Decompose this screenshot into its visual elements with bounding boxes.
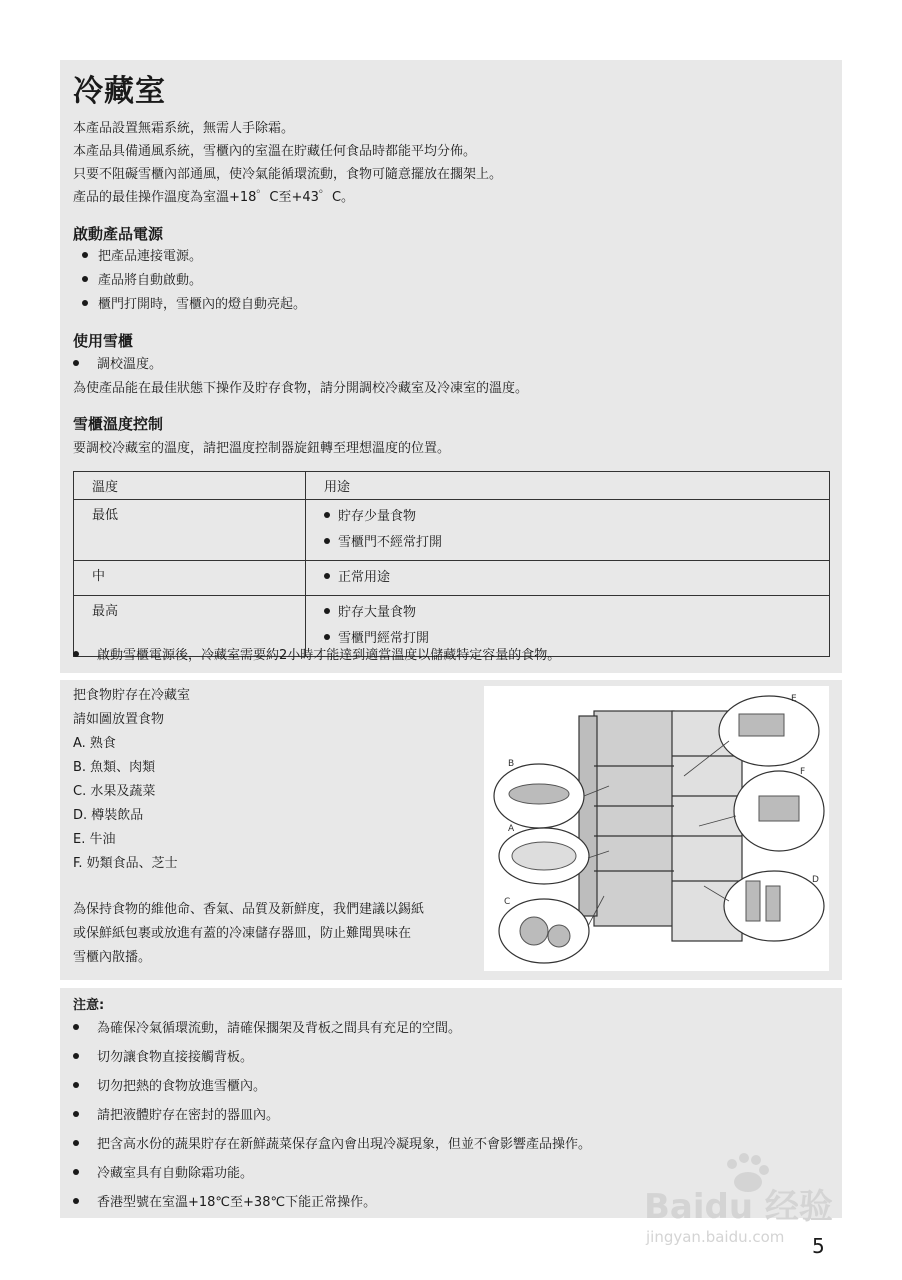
figure-label-d: D	[812, 875, 819, 885]
temperature-table	[73, 471, 830, 657]
bullet-dot	[324, 608, 330, 614]
butter-shape	[739, 714, 784, 736]
bullet-dot	[324, 634, 330, 640]
figure-label-c: C	[504, 897, 511, 907]
bullet-dot	[73, 360, 79, 366]
store-item: A. 熟食	[73, 736, 116, 751]
fruit-shape	[548, 925, 570, 947]
use-heading: 使用雪櫃	[73, 332, 134, 350]
use-item: 貯存少量食物	[324, 504, 811, 530]
bullet-dot	[324, 573, 330, 579]
watermark-brand: Baidu 经验	[644, 1187, 833, 1227]
store-title: 把食物貯存在冷藏室	[73, 688, 191, 703]
table-cell-level: 中	[74, 561, 306, 596]
after-note: 啟動雪櫃電源後，冷藏室需要約2小時才能達到適當溫度以儲藏特定容量的食物。	[73, 645, 560, 667]
bullet-dot	[73, 1024, 79, 1030]
note-item: 切勿把熱的食物放進雪櫃內。	[73, 1076, 266, 1098]
note-item: 香港型號在室溫+18℃至+38℃下能正常操作。	[73, 1192, 376, 1214]
intro-line-4: 產品的最佳操作溫度為室溫+18゜C至+43゜C。	[73, 190, 355, 205]
cheese-shape	[759, 796, 799, 821]
bottle-shape	[746, 881, 760, 921]
table-row	[74, 500, 830, 561]
note-item: 把含高水份的蔬果貯存在新鮮蔬菜保存盒內會出現冷凝現象，但並不會影響產品操作。	[73, 1134, 591, 1156]
table-cell-uses	[306, 561, 830, 596]
storage-panel	[60, 680, 842, 980]
left-door	[579, 716, 597, 916]
bullet-dot	[73, 651, 79, 657]
table-header-row	[74, 472, 830, 500]
store-para-line: 或保鮮紙包裹或放進有蓋的冷凍儲存器皿，防止難聞異味在	[73, 926, 412, 941]
note-item: 為確保冷氣循環流動，請確保擱架及背板之間具有充足的空間。	[73, 1018, 461, 1040]
control-text: 要調校冷藏室的溫度，請把溫度控制器旋鈕轉至理想溫度的位置。	[73, 441, 451, 456]
store-item: D. 樽裝飲品	[73, 808, 144, 823]
fish-shape	[509, 784, 569, 804]
figure-label-e: E	[791, 694, 797, 704]
bullet-dot	[82, 252, 88, 258]
bullet-dot	[73, 1198, 79, 1204]
notes-title: 注意:	[73, 998, 105, 1013]
bullet-dot	[73, 1082, 79, 1088]
bullet-dot	[73, 1053, 79, 1059]
bullet-dot	[73, 1111, 79, 1117]
bullet-dot	[73, 1140, 79, 1146]
table-row	[74, 561, 830, 596]
figure-label-f: F	[800, 767, 806, 777]
use-item: 雪櫃門經常打開	[324, 626, 811, 652]
bullet-dot	[82, 276, 88, 282]
vegetable-shape	[520, 917, 548, 945]
table-cell-level: 最低	[74, 500, 306, 561]
store-item: C. 水果及蔬菜	[73, 784, 156, 799]
fridge-section-panel	[60, 60, 842, 673]
power-heading: 啟動產品電源	[73, 225, 164, 243]
fridge-drawing	[484, 686, 829, 971]
use-item: 貯存大量食物	[324, 600, 811, 626]
store-item: E. 牛油	[73, 832, 116, 847]
note-item: 冷藏室具有自動除霜功能。	[73, 1163, 253, 1185]
page-number: 5	[812, 1234, 825, 1258]
intro-line-2: 本產品具備通風系統，雪櫃內的室溫在貯藏任何食品時都能平均分佈。	[73, 144, 477, 159]
bullet-dot	[324, 538, 330, 544]
bottle-shape	[766, 886, 780, 921]
use-item: 調校溫度。	[73, 354, 162, 376]
store-para-line: 雪櫃內散播。	[73, 950, 152, 965]
bullet-dot	[82, 300, 88, 306]
intro-line-3: 只要不阻礙雪櫃內部通風，使冷氣能循環流動，食物可隨意擺放在擱架上。	[73, 167, 503, 182]
table-header-use: 用途	[306, 472, 830, 500]
page-title: 冷藏室	[73, 74, 166, 109]
intro-line-1: 本產品設置無霜系統，無需人手除霜。	[73, 121, 295, 136]
table-cell-level: 最高	[74, 596, 306, 657]
fridge-illustration	[484, 686, 829, 971]
note-item: 切勿讓食物直接接觸背板。	[73, 1047, 253, 1069]
control-heading: 雪櫃溫度控制	[73, 415, 164, 433]
figure-label-b: A	[508, 824, 515, 834]
table-cell-uses	[306, 500, 830, 561]
note-item: 請把液體貯存在密封的器皿內。	[73, 1105, 279, 1127]
bullet-dot	[324, 512, 330, 518]
watermark-url: jingyan.baidu.com	[646, 1228, 785, 1246]
store-item: F. 奶類食品、芝士	[73, 856, 178, 871]
store-subtitle: 請如圖放置食物	[73, 712, 165, 727]
power-item: 櫃門打開時，雪櫃內的燈自動亮起。	[82, 294, 306, 316]
use-item: 正常用途	[324, 565, 811, 591]
use-text: 為使產品能在最佳狀態下操作及貯存食物，請分開調校冷藏室及冷凍室的溫度。	[73, 381, 529, 396]
use-item: 雪櫃門不經常打開	[324, 530, 811, 556]
figure-label-a: B	[508, 759, 515, 769]
power-item: 產品將自動啟動。	[82, 270, 202, 292]
fridge-body	[594, 711, 674, 926]
store-para-line: 為保持食物的維他命、香氣、品質及新鮮度，我們建議以錫紙	[73, 902, 425, 917]
store-item: B. 魚類、肉類	[73, 760, 156, 775]
table-header-level: 溫度	[74, 472, 306, 500]
power-item: 把產品連接電源。	[82, 246, 202, 268]
plate-shape	[512, 842, 576, 870]
bullet-dot	[73, 1169, 79, 1175]
